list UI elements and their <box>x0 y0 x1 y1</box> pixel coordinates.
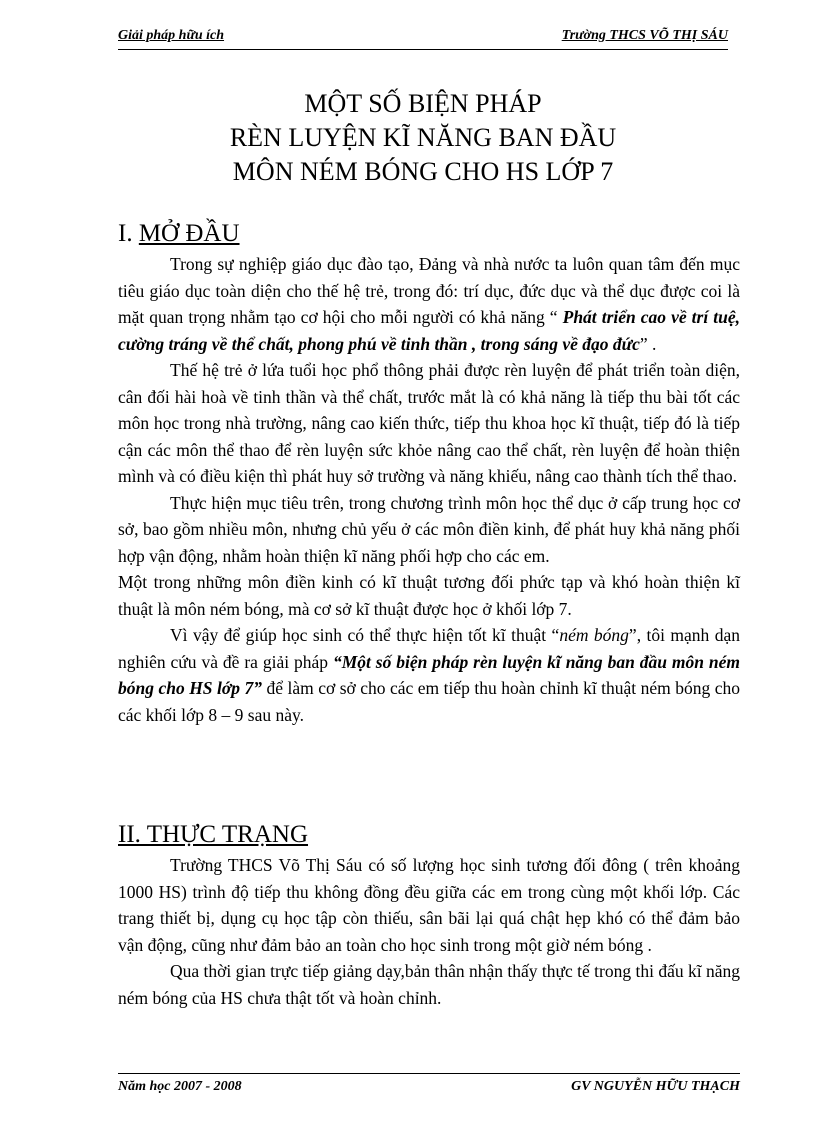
section-2-paragraph-2: Qua thời gian trực tiếp giảng dạy,bản thân nhận thấy thực tế trong thi đấu kĩ năng ném bóng của HS chưa thật tốt và hoàn chỉnh. <box>118 961 740 1008</box>
header-right-text: Trường THCS VÕ THỊ SÁU <box>561 28 728 43</box>
section-1 <box>118 219 740 728</box>
section-1-paragraph-1 <box>118 251 740 357</box>
section-1-paragraph-4: Một trong những môn điền kinh có kĩ thuật tương đối phức tạp và khó hoàn thiện kĩ thuật là môn ném bóng, mà cơ sở kĩ thuật được học ở khối lớp 7. <box>118 572 740 619</box>
paragraph-text: ”, tôi mạnh dạn nghiên cứu và đề ra giải pháp <box>118 625 741 672</box>
title-line-3: MÔN NÉM BÓNG CHO HS LỚP 7 <box>232 157 614 186</box>
paragraph-text: Trong sự nghiệp giáo dục đào tạo, Đảng và nhà nước ta luôn quan tâm đến mục tiêu giáo dục toàn diện cho thế hệ trẻ, trong đó: trí dục, đức dục và thể dục được coi là mặt quan trọng nhằm tạo cơ hội cho mỗi người có khả năng “ <box>118 254 740 327</box>
title-line-1: MỘT SỐ BIỆN PHÁP <box>304 89 542 118</box>
header-left-text: Giải pháp hữu ích <box>118 28 225 43</box>
paragraph-quote: “Một số biện pháp rèn luyện kĩ năng ban đầu môn ném bóng cho HS lớp 7” <box>118 651 741 698</box>
page-header <box>118 27 728 50</box>
section-1-paragraph-5 <box>118 622 740 728</box>
section-2-heading <box>118 820 740 850</box>
section-2 <box>118 820 740 1011</box>
page-footer <box>118 1073 740 1098</box>
paragraph-text-end: để làm cơ sở cho các em tiếp thu hoàn chỉnh kĩ thuật ném bóng cho các khối lớp 8 – 9 sau này. <box>118 678 740 725</box>
footer-left-text: Năm học 2007 - 2008 <box>118 1079 242 1094</box>
document-title <box>118 87 728 189</box>
paragraph-italic: ném bóng <box>559 625 629 645</box>
paragraph-text: Vì vậy để giúp học sinh có thể thực hiện tốt kĩ thuật “ <box>170 625 560 645</box>
section-1-paragraph-3: Thực hiện mục tiêu trên, trong chương trình môn học thể dục ở cấp trung học cơ sở, bao gồm nhiều môn, nhưng chủ yếu ở các môn điền kinh, để phát huy khả năng phối hợp vận động, nhằm hoàn thiện kĩ năng phối hợp cho các em. <box>118 492 740 566</box>
section-1-number: I. <box>118 220 139 247</box>
section-1-heading <box>118 219 740 249</box>
footer-right-text: GV NGUYỄN HỮU THẠCH <box>571 1079 740 1094</box>
paragraph-text-end: ” . <box>639 333 657 354</box>
section-2-title: II. THỰC TRẠNG <box>118 821 309 848</box>
section-1-title: MỞ ĐẦU <box>138 220 240 247</box>
section-1-paragraph-2: Thế hệ trẻ ở lứa tuổi học phổ thông phải được rèn luyện để phát triển toàn diện, cân đối hài hoà về tinh thần và thể chất, trước mắt là có khả năng là tiếp thu bài tốt các môn học trong nhà trường, nâng cao kiến thức, tiếp thu khoa học kĩ thuật, tiếp đó là tiếp cận các môn thể thao để rèn luyện sức khỏe nâng cao thể chất, rèn luyện để hoàn thiện mình và có điều kiện thì phát huy sở trường và năng khiếu, nâng cao thành tích thể thao. <box>118 360 740 486</box>
section-2-paragraph-1: Trường THCS Võ Thị Sáu có số lượng học sinh tương đối đông ( trên khoảng 1000 HS) trình độ tiếp thu không đồng đều giữa các em trong cùng một khối lớp. Các trang thiết bị, dụng cụ học tập còn thiếu, sân bãi lại quá chật hẹp khó có thể đảm bảo vận động, cũng như đảm bảo an toàn cho học sinh trong một giờ ném bóng . <box>118 855 740 955</box>
paragraph-quote: Phát triển cao về trí tuệ, cường tráng về thể chất, phong phú về tinh thần , trong sáng về đạo đức <box>118 307 740 354</box>
title-line-2: RÈN LUYỆN KĨ NĂNG BAN ĐẦU <box>229 123 617 152</box>
